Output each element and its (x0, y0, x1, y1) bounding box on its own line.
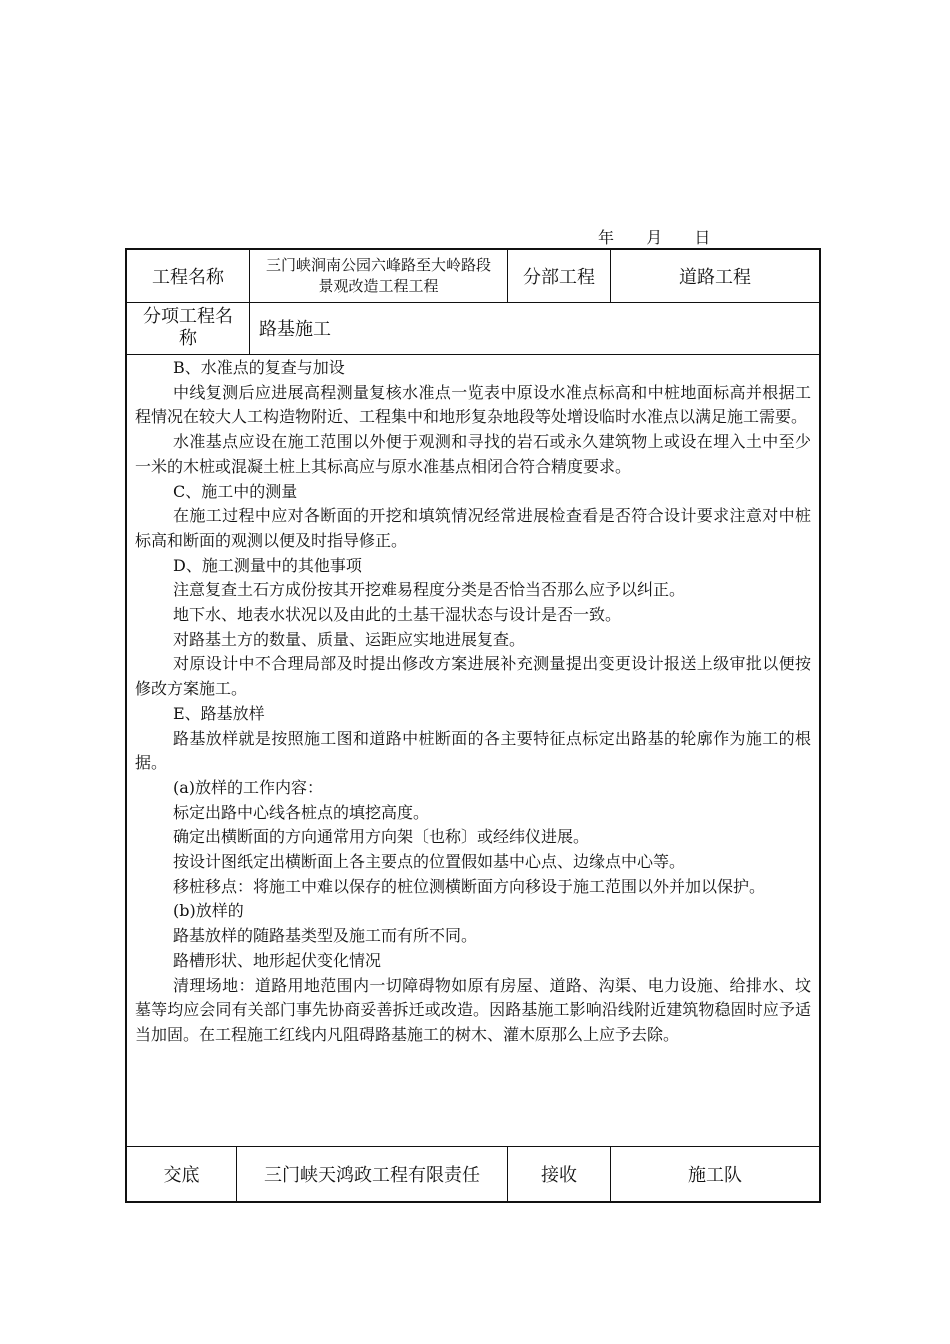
handover-value: 三门峡天鸿政工程有限责任 (237, 1147, 508, 1201)
sub-project-label (127, 302, 250, 354)
receive-label: 接收 (508, 1147, 611, 1201)
footer-row (127, 1146, 819, 1201)
content-paragraph: 地下水、地表水状况以及由此的土基干湿状态与设计是否一致。 (173, 605, 622, 625)
content-paragraph: 中线复测后应进展高程测量复核水准点一览表中原设水准点标高和中桩地面标高并根据工程情况在较大人工构造物附近、工程集中和地形复杂地段等处增设临时水准点以满足施工需要。 (135, 382, 811, 427)
content-body (135, 356, 811, 1048)
content-paragraph: 移桩移点：将施工中难以保存的桩位测横断面方向移设于施工范围以外并加以保护。 (173, 876, 766, 896)
day-label: 日 (694, 228, 711, 247)
handover-label: 交底 (127, 1147, 237, 1201)
content-paragraph: 清理场地：道路用地范围内一切障碍物如原有房屋、道路、沟渠、电力设施、给排水、坟墓等均应会同有关部门事先协商妥善拆迁或改造。因路基施工影响沿线附近建筑物稳固时应予适当加固。在工程施工红线内凡阻碍路基施工的树木、灌木原那么上应予去除。 (135, 975, 811, 1044)
month-label: 月 (646, 228, 663, 247)
project-name-label: 工程名称 (127, 250, 250, 302)
content-paragraph: 水准基点应设在施工范围以外便于观测和寻找的岩石或永久建筑物上或设在埋入土中至少一米的木桩或混凝土桩上其标高应与原水准基点相闭合符合精度要求。 (135, 432, 811, 476)
sub-project-label-line2: 称 (179, 328, 197, 349)
project-name-value (250, 250, 508, 302)
project-name-line2: 景观改造工程工程 (318, 277, 439, 295)
content-paragraph: (b)放样的 (173, 901, 244, 921)
sub-project-value: 路基施工 (259, 319, 331, 340)
content-paragraph: 对路基土方的数量、质量、运距应实地进展复查。 (173, 629, 526, 649)
project-row (127, 250, 819, 303)
content-paragraph: C、施工中的测量 (173, 481, 298, 501)
receive-value: 施工队 (688, 1165, 742, 1186)
division-value: 道路工程 (679, 267, 751, 288)
content-paragraph: 路基放样的随路基类型及施工而有所不同。 (173, 926, 478, 946)
content-paragraph: 按设计图纸定出横断面上各主要点的位置假如基中心点、边缘点中心等。 (173, 852, 686, 872)
content-paragraph: 确定出横断面的方向通常用方向架〔也称〕或经纬仪进展。 (173, 827, 590, 847)
sub-project-label-line1: 分项工程名 (143, 306, 233, 327)
content-paragraph: 路基放样就是按照施工图和道路中桩断面的各主要特征点标定出路基的轮廓作为施工的根据。 (135, 728, 811, 773)
content-paragraph: (a)放样的工作内容： (173, 777, 324, 797)
content-paragraph: D、施工测量中的其他事项 (173, 555, 362, 575)
division-label: 分部工程 (508, 250, 611, 302)
content-paragraph: 对原设计中不合理局部及时提出修改方案进展补充测量提出变更设计报送上级审批以便按修改方案施工。 (135, 654, 811, 699)
content-paragraph: E、路基放样 (173, 703, 265, 723)
year-label: 年 (598, 228, 615, 247)
content-paragraph: 在施工过程中应对各断面的开挖和填筑情况经常进展检查看是否符合设计要求注意对中桩标高和断面的观测以便及时指导修正。 (135, 506, 811, 550)
content-paragraph: B、水准点的复查与加设 (173, 358, 345, 377)
sub-project-row (127, 302, 819, 355)
content-paragraph: 注意复查土石方成份按其开挖难易程度分类是否恰当否那么应予以纠正。 (173, 580, 686, 600)
project-name-line1: 三门峡涧南公园六峰路至大岭路段 (265, 256, 491, 274)
date-line (598, 225, 710, 248)
content-paragraph: 路槽形状、地形起伏变化情况 (173, 950, 382, 970)
content-paragraph: 标定出路中心线各桩点的填挖高度。 (173, 802, 430, 822)
